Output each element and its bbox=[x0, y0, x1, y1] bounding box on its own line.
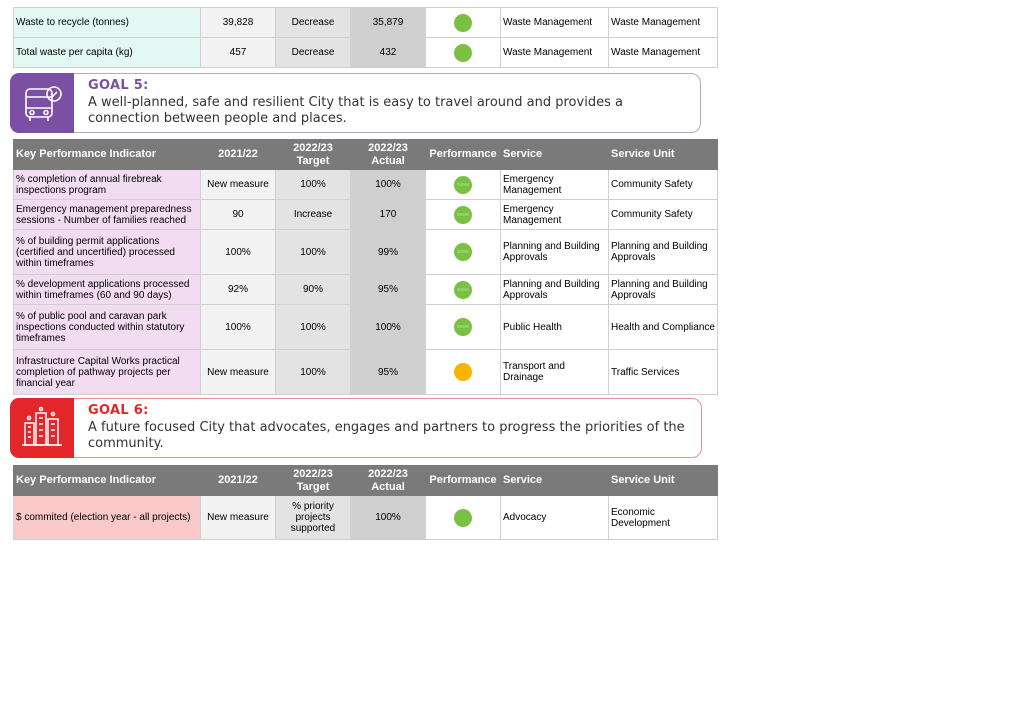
target-value: Increase bbox=[276, 200, 351, 230]
kpi-name: % development applications processed within timeframes (60 and 90 days) bbox=[14, 275, 201, 305]
column-header-actual: 2022/23 Actual bbox=[351, 466, 426, 496]
performance-cell bbox=[426, 8, 501, 38]
table-row bbox=[14, 275, 718, 305]
performance-cell bbox=[426, 275, 501, 305]
prev-value: 92% bbox=[201, 275, 276, 305]
table-header-row bbox=[14, 466, 718, 496]
kpi-name: Waste to recycle (tonnes) bbox=[14, 8, 201, 38]
target-value: 100% bbox=[276, 170, 351, 200]
goal4-kpi-table bbox=[13, 7, 718, 68]
performance-green-indicator bbox=[454, 281, 472, 299]
performance-green-indicator bbox=[454, 318, 472, 336]
service: Public Health bbox=[501, 305, 609, 350]
performance-cell bbox=[426, 170, 501, 200]
goal5-banner bbox=[10, 73, 701, 133]
kpi-name: % of public pool and caravan park inspections conducted within statutory timeframes bbox=[14, 305, 201, 350]
actual-value: 432 bbox=[351, 38, 426, 68]
table-row bbox=[14, 496, 718, 540]
performance-cell bbox=[426, 496, 501, 540]
table-row bbox=[14, 230, 718, 275]
service: Advocacy bbox=[501, 496, 609, 540]
goal5-description: A well-planned, safe and resilient City that is easy to travel around and provides a connection between people and places. bbox=[88, 95, 623, 126]
prev-value: 100% bbox=[201, 305, 276, 350]
column-header-service: Service bbox=[501, 140, 609, 170]
actual-value: 95% bbox=[351, 350, 426, 395]
goal6-kpi-table bbox=[13, 465, 718, 540]
actual-value: 100% bbox=[351, 496, 426, 540]
goal5-title: GOAL 5: bbox=[88, 78, 149, 93]
prev-value: 39,828 bbox=[201, 8, 276, 38]
performance-green-indicator bbox=[454, 206, 472, 224]
performance-cell bbox=[426, 200, 501, 230]
prev-value: New measure bbox=[201, 350, 276, 395]
column-header-prev: 2021/22 bbox=[201, 140, 276, 170]
column-header-performance: Performance bbox=[426, 140, 501, 170]
performance-green-indicator bbox=[454, 243, 472, 261]
performance-green-indicator bbox=[454, 509, 472, 527]
service: Emergency Management bbox=[501, 200, 609, 230]
prev-value: New measure bbox=[201, 496, 276, 540]
column-header-target: 2022/23 Target bbox=[276, 466, 351, 496]
performance-cell bbox=[426, 350, 501, 395]
table-row bbox=[14, 38, 718, 68]
goal6-title: GOAL 6: bbox=[88, 403, 149, 418]
performance-green-indicator bbox=[454, 14, 472, 32]
column-header-kpi: Key Performance Indicator bbox=[14, 140, 201, 170]
kpi-name: % of building permit applications (certified and uncertified) processed within timeframes bbox=[14, 230, 201, 275]
target-value: Decrease bbox=[276, 38, 351, 68]
prev-value: New measure bbox=[201, 170, 276, 200]
kpi-name: Infrastructure Capital Works practical completion of pathway projects per financial year bbox=[14, 350, 201, 395]
actual-value: 99% bbox=[351, 230, 426, 275]
column-header-target: 2022/23 Target bbox=[276, 140, 351, 170]
performance-cell bbox=[426, 230, 501, 275]
kpi-name: % completion of annual firebreak inspections program bbox=[14, 170, 201, 200]
kpi-name: Total waste per capita (kg) bbox=[14, 38, 201, 68]
service-unit: Planning and Building Approvals bbox=[609, 275, 718, 305]
performance-green-indicator bbox=[454, 44, 472, 62]
column-header-actual: 2022/23 Actual bbox=[351, 140, 426, 170]
target-value: 90% bbox=[276, 275, 351, 305]
service: Planning and Building Approvals bbox=[501, 230, 609, 275]
column-header-unit: Service Unit bbox=[609, 140, 718, 170]
performance-cell bbox=[426, 305, 501, 350]
target-value: 100% bbox=[276, 350, 351, 395]
prev-value: 100% bbox=[201, 230, 276, 275]
kpi-name: $ commited (election year - all projects) bbox=[14, 496, 201, 540]
actual-value: 35,879 bbox=[351, 8, 426, 38]
table-header-row bbox=[14, 140, 718, 170]
service-unit: Waste Management bbox=[609, 8, 718, 38]
table-row bbox=[14, 305, 718, 350]
column-header-performance: Performance bbox=[426, 466, 501, 496]
prev-value: 457 bbox=[201, 38, 276, 68]
service: Emergency Management bbox=[501, 170, 609, 200]
city-buildings-icon bbox=[10, 398, 74, 458]
target-value: % priority projects supported bbox=[276, 496, 351, 540]
target-value: Decrease bbox=[276, 8, 351, 38]
service: Transport and Drainage bbox=[501, 350, 609, 395]
performance-green-indicator bbox=[454, 176, 472, 194]
target-value: 100% bbox=[276, 305, 351, 350]
kpi-name: Emergency management preparedness sessions - Number of families reached bbox=[14, 200, 201, 230]
service: Waste Management bbox=[501, 8, 609, 38]
performance-cell bbox=[426, 38, 501, 68]
service-unit: Community Safety bbox=[609, 200, 718, 230]
column-header-kpi: Key Performance Indicator bbox=[14, 466, 201, 496]
performance-amber-indicator bbox=[454, 363, 472, 381]
goal6-description: A future focused City that advocates, engages and partners to progress the priorities of the community. bbox=[88, 420, 685, 451]
target-value: 100% bbox=[276, 230, 351, 275]
goal5-kpi-table bbox=[13, 139, 718, 395]
table-row bbox=[14, 350, 718, 395]
table-row bbox=[14, 200, 718, 230]
table-row bbox=[14, 170, 718, 200]
bus-icon bbox=[10, 73, 74, 133]
service: Waste Management bbox=[501, 38, 609, 68]
service-unit: Waste Management bbox=[609, 38, 718, 68]
service-unit: Traffic Services bbox=[609, 350, 718, 395]
prev-value: 90 bbox=[201, 200, 276, 230]
service-unit: Planning and Building Approvals bbox=[609, 230, 718, 275]
actual-value: 100% bbox=[351, 305, 426, 350]
service-unit: Economic Development bbox=[609, 496, 718, 540]
actual-value: 170 bbox=[351, 200, 426, 230]
table-row bbox=[14, 8, 718, 38]
service-unit: Community Safety bbox=[609, 170, 718, 200]
actual-value: 95% bbox=[351, 275, 426, 305]
service: Planning and Building Approvals bbox=[501, 275, 609, 305]
column-header-service: Service bbox=[501, 466, 609, 496]
column-header-unit: Service Unit bbox=[609, 466, 718, 496]
goal6-banner bbox=[10, 398, 702, 458]
column-header-prev: 2021/22 bbox=[201, 466, 276, 496]
actual-value: 100% bbox=[351, 170, 426, 200]
service-unit: Health and Compliance bbox=[609, 305, 718, 350]
